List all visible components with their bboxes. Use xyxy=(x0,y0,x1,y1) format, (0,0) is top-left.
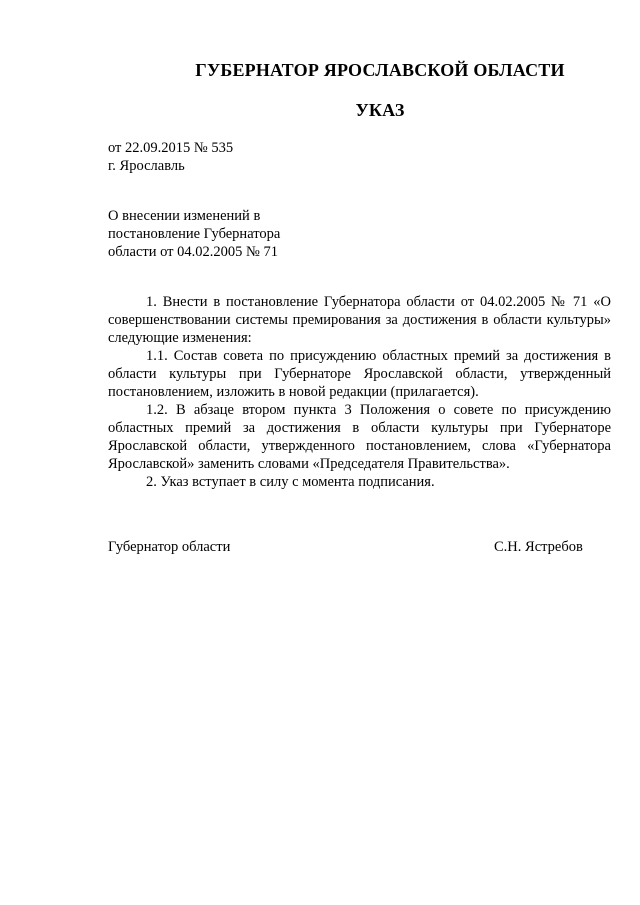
subject-line-1: О внесении изменений в xyxy=(108,208,261,224)
authority-title: ГУБЕРНАТОР ЯРОСЛАВСКОЙ ОБЛАСТИ xyxy=(195,60,565,80)
subject-line-3: области от 04.02.2005 № 71 xyxy=(108,244,278,260)
decree-body xyxy=(108,293,611,491)
body-paragraph-2: 1.1. Состав совета по присуждению областных премий за достижения в области культуры при Губернаторе Ярославской области, утвержденный постановлением, изложить в новой редакции (прилагается). xyxy=(108,348,611,400)
body-paragraph-1: 1. Внести в постановление Губернатора области от 04.02.2005 № 71 «О совершенствовании системы премирования за достижения в области культуры» следующие изменения: xyxy=(108,294,611,346)
subject-line-2: постановление Губернатора xyxy=(108,226,281,242)
document-type-title: УКАЗ xyxy=(355,100,405,120)
signatory-position: Губернатор области xyxy=(108,539,231,555)
body-paragraph-3: 1.2. В абзаце втором пункта 3 Положения о совете по присуждению областных премий за достижения в области культуры при Губернаторе Ярославской области, утвержденного постановлением, слова «Губернатора Ярославской» заменить словами «Председателя Правительства». xyxy=(108,402,611,472)
decree-place: г. Ярославль xyxy=(108,158,185,174)
decree-date-number: от 22.09.2015 № 535 xyxy=(108,140,234,156)
body-paragraph-4: 2. Указ вступает в силу с момента подписания. xyxy=(146,474,435,490)
signatory-name: С.Н. Ястребов xyxy=(494,539,583,555)
